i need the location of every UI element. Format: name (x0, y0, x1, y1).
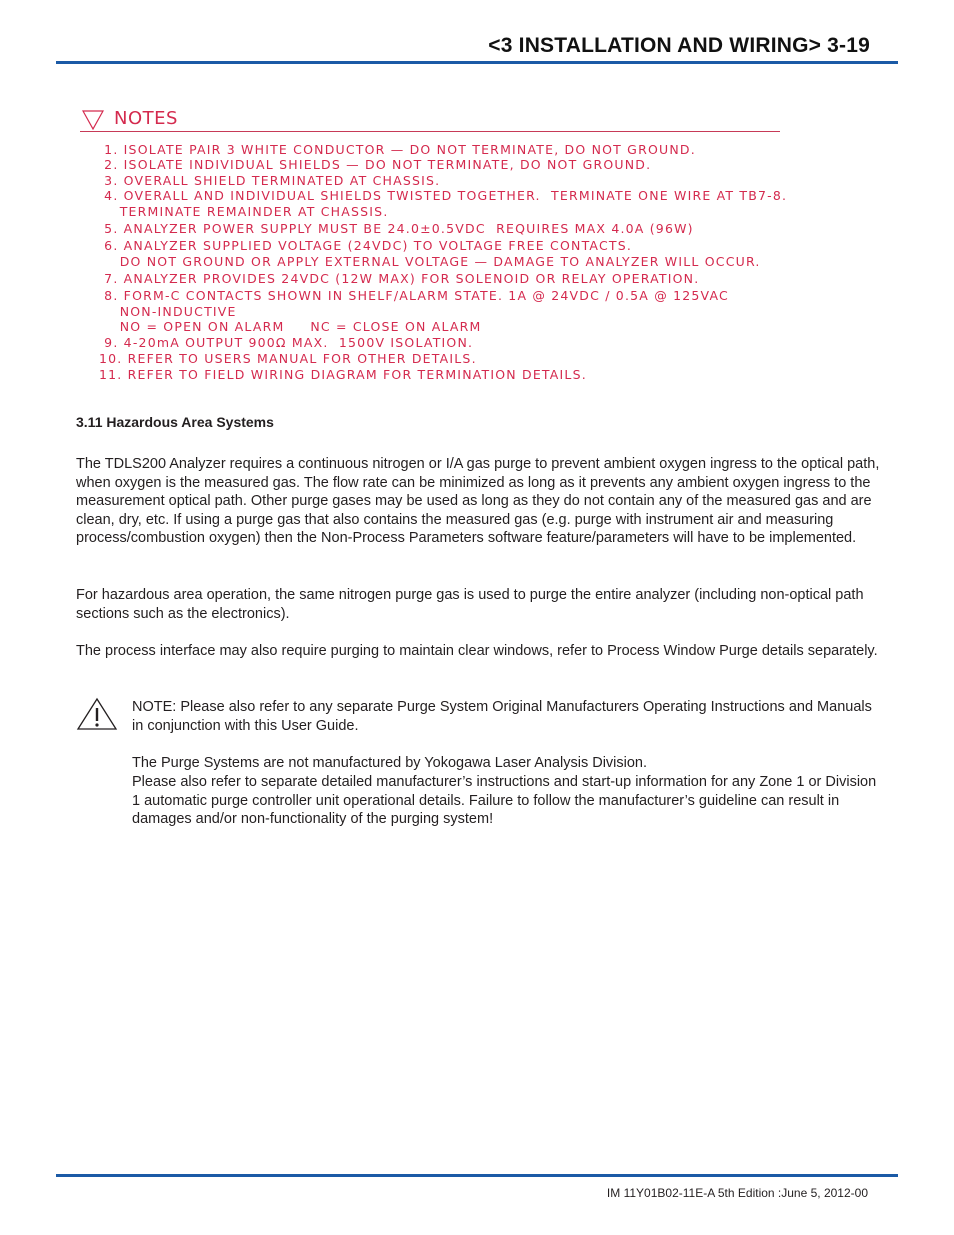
note-line-11: 11. REFER TO FIELD WIRING DIAGRAM FOR TERMINATION DETAILS. (99, 367, 587, 382)
footer-rule (56, 1174, 898, 1177)
footer-document-id: IM 11Y01B02-11E-A 5th Edition :June 5, 2012-00 (606, 1186, 868, 1200)
notes-rule (80, 131, 780, 132)
note-line-8c: NO = OPEN ON ALARM NC = CLOSE ON ALARM (99, 319, 482, 334)
note-line-5: 5. ANALYZER POWER SUPPLY MUST BE 24.0±0.5VDC REQUIRES MAX 4.0A (96W) (99, 221, 694, 236)
paragraph-process-interface: The process interface may also require purging to maintain clear windows, refer to Process Window Purge details separately. (76, 643, 878, 659)
note-line-10: 10. REFER TO USERS MANUAL FOR OTHER DETAILS. (99, 351, 477, 366)
note-line-8b: NON-INDUCTIVE (99, 304, 237, 319)
paragraph-purge-requirements: The TDLS200 Analyzer requires a continuous nitrogen or I/A gas purge to prevent ambient oxygen ingress to the optical path, when oxygen is the measured gas. The flow rate can be minimized as long as it prevents any ambient oxygen ingress to the measurement optical path. Other purge gases may be used as long as they do not contain any of the measured gas and are clean, dry, etc. If using a purge gas that also contains the measured gas (e.g. purge with instrument air and measuring process/combustion oxygen) then the Non-Process Parameters software feature/parameters will have to be implemented. (76, 456, 880, 547)
note-line-9: 9. 4-20mA OUTPUT 900Ω MAX. 1500V ISOLATION. (99, 335, 474, 350)
note-line-2: 2. ISOLATE INDIVIDUAL SHIELDS — DO NOT TERMINATE, DO NOT GROUND. (99, 157, 652, 172)
note-line-7: 7. ANALYZER PROVIDES 24VDC (12W MAX) FOR SOLENOID OR RELAY OPERATION. (99, 271, 700, 286)
page-title: <3 INSTALLATION AND WIRING> 3-19 (488, 34, 870, 57)
note-line-6: 6. ANALYZER SUPPLIED VOLTAGE (24VDC) TO VOLTAGE FREE CONTACTS. (99, 238, 633, 253)
section-heading: 3.11 Hazardous Area Systems (76, 414, 274, 430)
note-line-6b: DO NOT GROUND OR APPLY EXTERNAL VOLTAGE — DAMAGE TO ANALYZER WILL OCCUR. (99, 254, 761, 269)
note-line-4b: TERMINATE REMAINDER AT CHASSIS. (99, 204, 389, 219)
notes-title: NOTES (114, 108, 178, 129)
note-line-4: 4. OVERALL AND INDIVIDUAL SHIELDS TWISTED TOGETHER. TERMINATE ONE WIRE AT TB7-8. (99, 188, 788, 203)
note-line-8: 8. FORM-C CONTACTS SHOWN IN SHELF/ALARM STATE. 1A @ 24VDC / 0.5A @ 125VAC (99, 288, 729, 303)
paragraph-hazardous-operation: For hazardous area operation, the same nitrogen purge gas is used to purge the entire analyzer (including non-optical path sections such as the electronics). (76, 587, 864, 622)
note-line-1: 1. ISOLATE PAIR 3 WHITE CONDUCTOR — DO NOT TERMINATE, DO NOT GROUND. (99, 142, 696, 157)
notes-triangle-icon (82, 110, 104, 130)
paragraph-not-manufactured: The Purge Systems are not manufactured by Yokogawa Laser Analysis Division. (132, 755, 648, 771)
paragraph-manufacturer-instructions: Please also refer to separate detailed manufacturer’s instructions and start-up information for any Zone 1 or Division 1 automatic purge controller unit operational details. Failure to follow the manufacturer’s guideline can result in damages and/or non-functionality of the purging system! (132, 774, 877, 828)
note-line-3: 3. OVERALL SHIELD TERMINATED AT CHASSIS. (99, 173, 441, 188)
header-rule (56, 61, 898, 64)
warning-icon (76, 697, 118, 731)
notes-header (80, 106, 780, 133)
note-purge-manuals: NOTE: Please also refer to any separate Purge System Original Manufacturers Operating Instructions and Manuals in conjunction with this User Guide. (132, 699, 872, 734)
